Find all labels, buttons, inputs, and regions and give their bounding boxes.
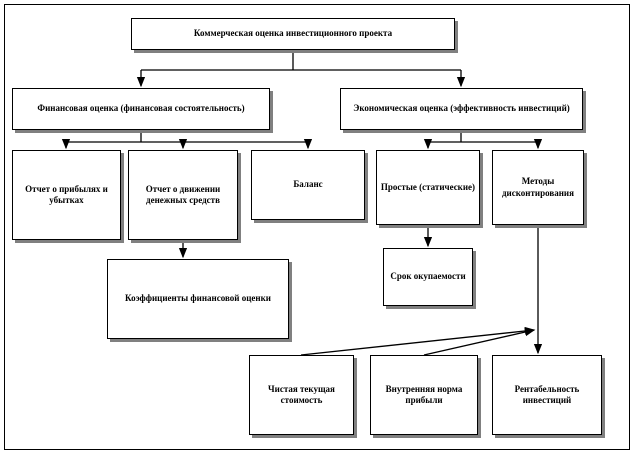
node-return-on-investment-label: Рентабельность инвестиций [514, 383, 580, 405]
node-return-on-investment [492, 355, 602, 435]
node-economic-assessment [340, 88, 583, 130]
node-net-present-value-label: Чистая текущая стоимость [268, 383, 335, 405]
node-root [131, 18, 455, 50]
node-balance-sheet [251, 150, 365, 220]
node-economic-assessment-label: Экономическая оценка (эффективность инвестиций) [353, 103, 570, 114]
node-cash-flow-report-label: Отчет о движении денежных средств [145, 183, 221, 205]
node-discounting-methods [492, 150, 584, 225]
node-simple-static-methods-label: Простые (статические) [380, 181, 476, 192]
node-simple-static-methods [376, 150, 480, 225]
node-financial-ratios [107, 259, 289, 339]
node-net-present-value [249, 355, 354, 435]
node-discounting-methods-label: Методы дисконтирования [502, 176, 574, 198]
node-balance-sheet-label: Баланс [293, 179, 323, 190]
node-financial-assessment [12, 88, 270, 130]
node-cash-flow-report [128, 150, 238, 240]
node-profit-loss-report-label: Отчет о прибылях и убытках [25, 183, 108, 205]
node-payback-period [383, 248, 473, 306]
node-root-label: Коммерческая оценка инвестиционного проекта [193, 28, 393, 39]
node-payback-period-label: Срок окупаемости [390, 271, 466, 282]
node-financial-ratios-label: Коэффициенты финансовой оценки [125, 293, 271, 304]
node-profit-loss-report [12, 150, 121, 240]
node-financial-assessment-label: Финансовая оценка (финансовая состоятельность) [37, 103, 245, 114]
node-internal-rate-of-return [370, 355, 478, 435]
node-internal-rate-of-return-label: Внутренняя норма прибыли [385, 383, 463, 405]
